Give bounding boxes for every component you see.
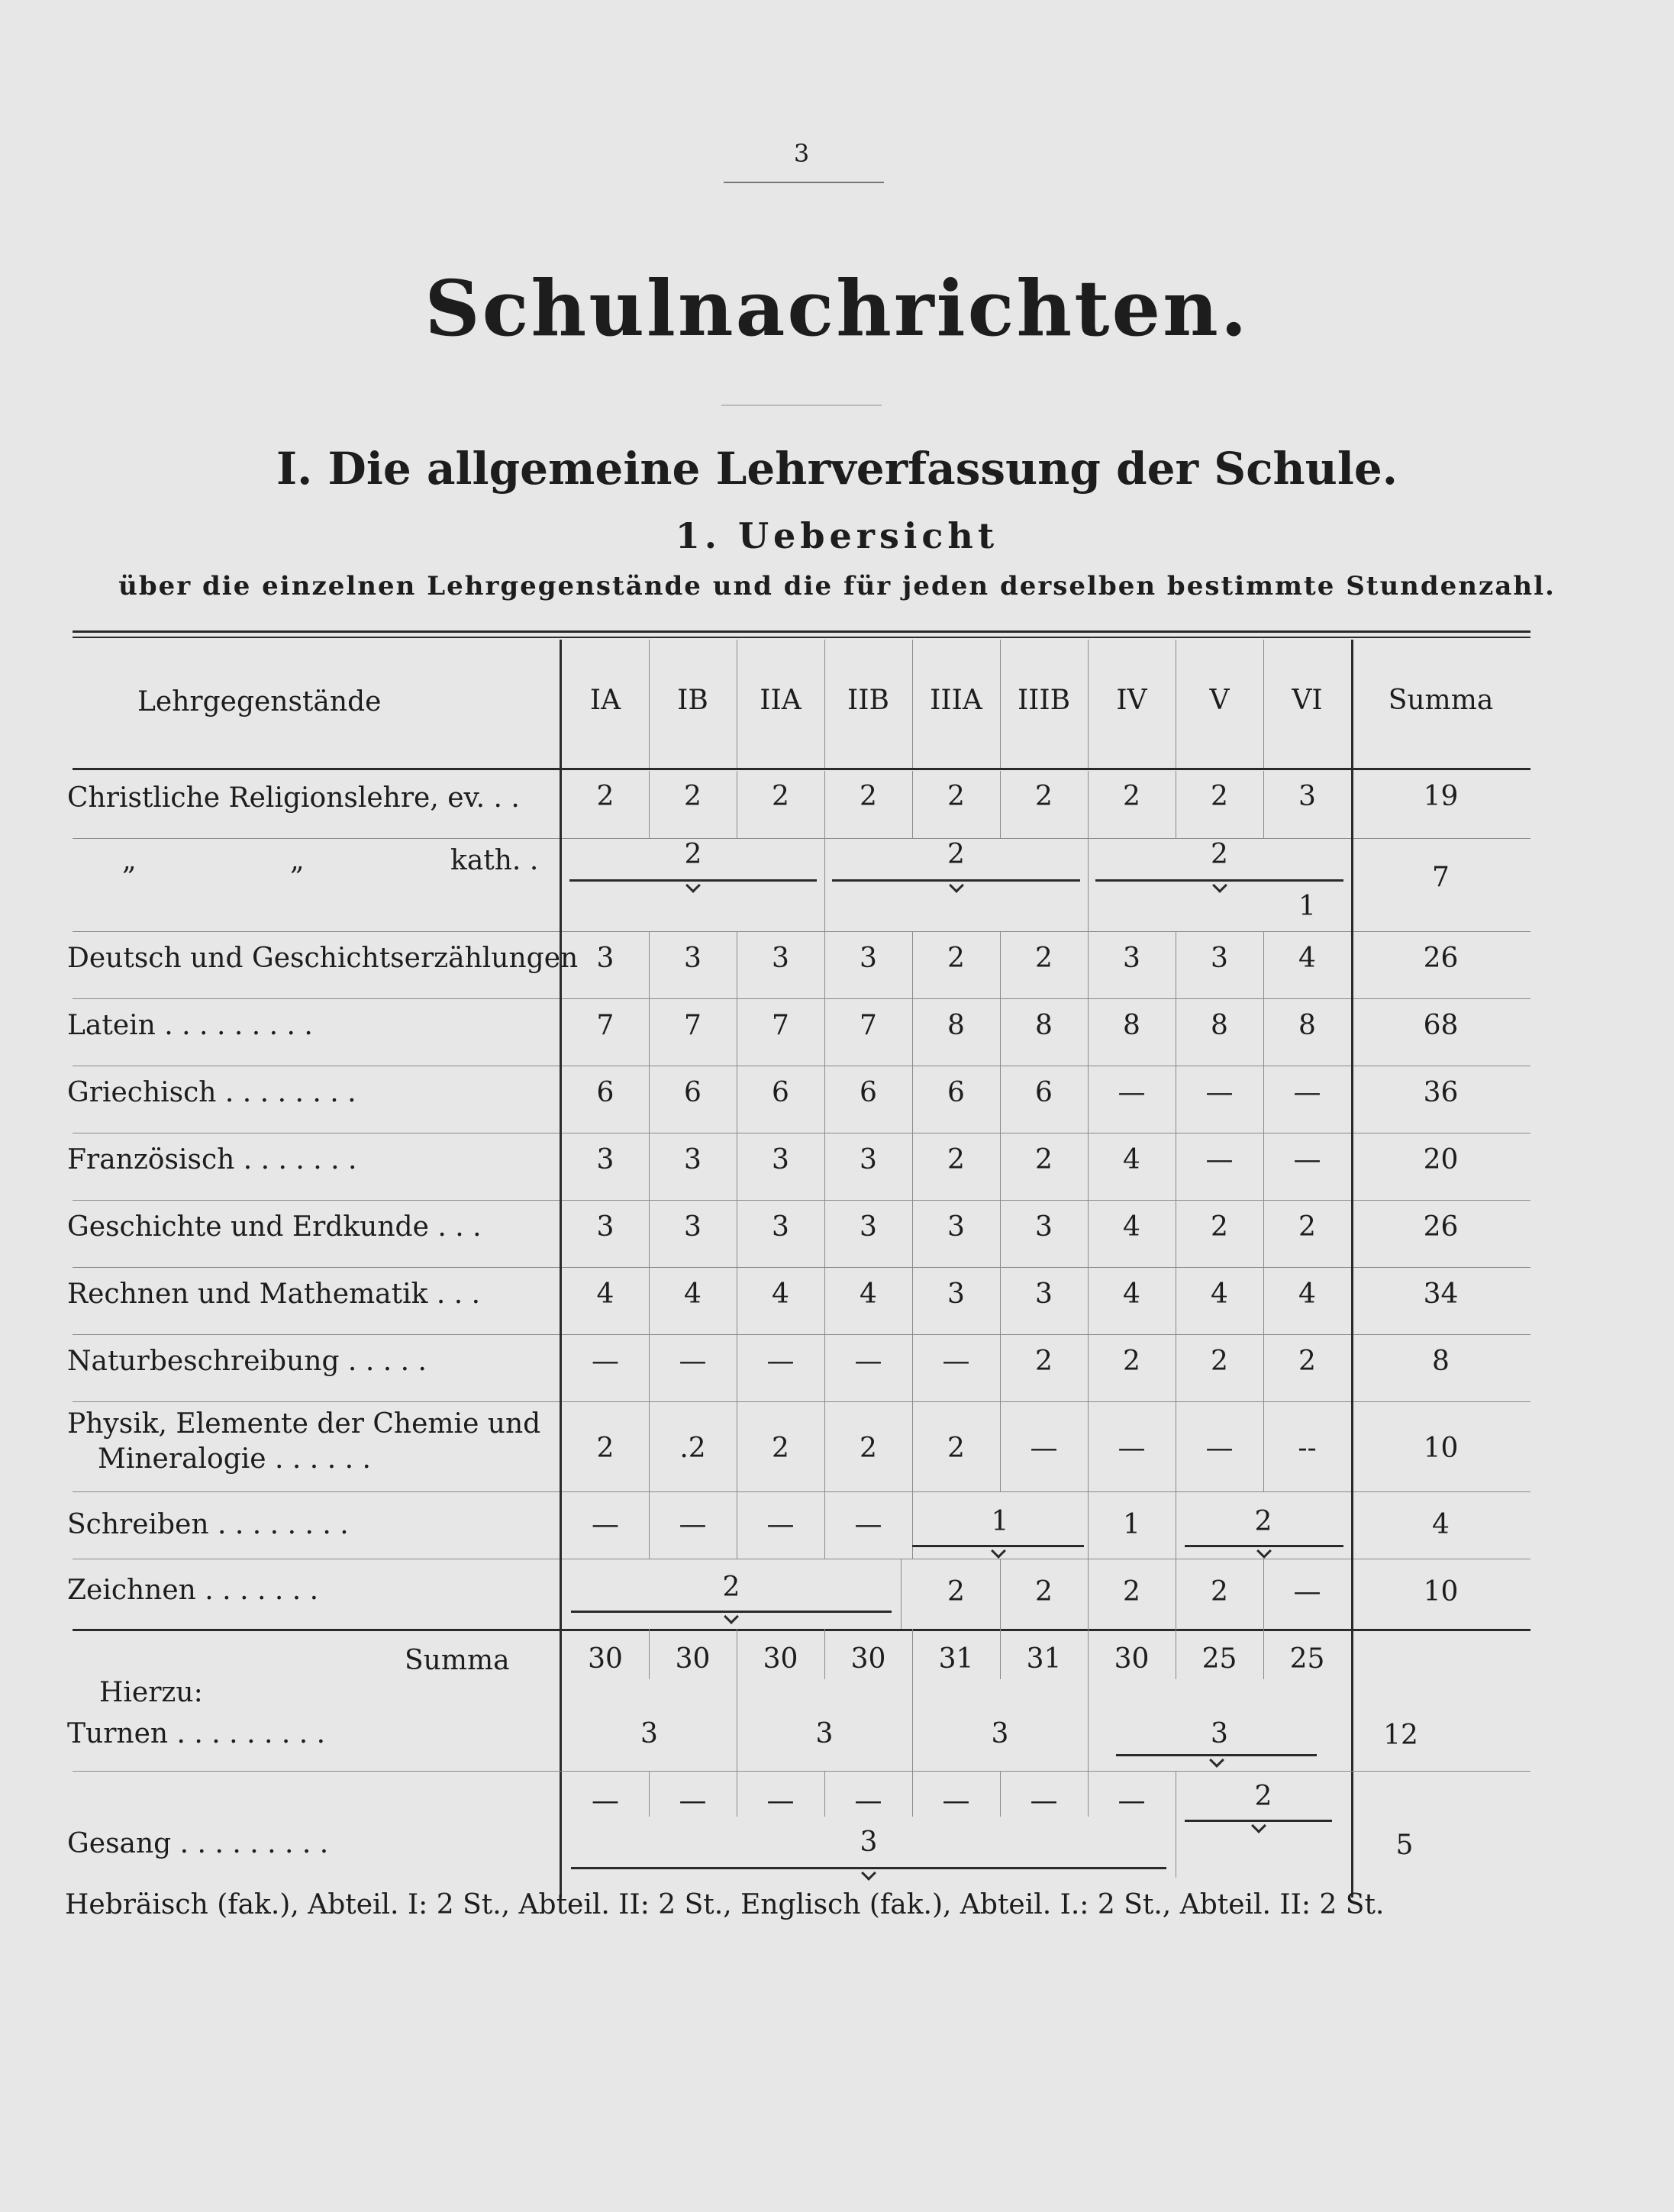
header-class-rule bbox=[649, 640, 650, 768]
class-rule bbox=[1088, 838, 1089, 931]
value-cell: 2 bbox=[947, 943, 965, 974]
value-cell: 3 bbox=[772, 1211, 789, 1243]
row-label: Deutsch und Geschichtserzählungen bbox=[67, 943, 579, 974]
subsection-description: über die einzelnen Lehrgegenstände und die für jeden derselben bestimmte Stundenzahl. bbox=[118, 571, 1556, 601]
summa-top-rule bbox=[73, 1629, 1530, 1631]
class-rule bbox=[649, 1771, 650, 1817]
group-brace bbox=[569, 879, 817, 892]
value-cell: 3 bbox=[772, 1144, 789, 1175]
value-cell: 3 bbox=[860, 1211, 877, 1243]
table-top-rule-2 bbox=[73, 637, 1530, 638]
header-class-5: IIIB bbox=[1017, 685, 1071, 716]
value-cell: 2 bbox=[947, 781, 965, 812]
value-cell: 8 bbox=[1298, 1010, 1316, 1041]
header-total: Summa bbox=[1388, 685, 1494, 716]
group-brace bbox=[571, 1611, 892, 1623]
header-class-rule bbox=[1263, 640, 1264, 768]
value-cell: 4 bbox=[1123, 1211, 1140, 1243]
value-cell: — bbox=[942, 1785, 970, 1817]
value-cell: 2 bbox=[1035, 1144, 1053, 1175]
value-cell: — bbox=[854, 1785, 882, 1817]
header-class-1: IB bbox=[677, 685, 708, 716]
value-cell: 3 bbox=[947, 1211, 965, 1243]
value-cell: 6 bbox=[947, 1077, 965, 1108]
header-class-8: VI bbox=[1292, 685, 1323, 716]
value-cell: 2 bbox=[1035, 1576, 1053, 1607]
value-cell: 3 bbox=[1123, 943, 1140, 974]
value-cell: 8 bbox=[1035, 1010, 1053, 1041]
value-cell: 8 bbox=[1123, 1010, 1140, 1041]
total-cell: 68 bbox=[1423, 1010, 1459, 1041]
page-title: Schulnachrichten. bbox=[424, 263, 1250, 353]
value-cell: 2 bbox=[684, 781, 702, 812]
header-class-0: IA bbox=[589, 685, 621, 716]
group-value: 2 bbox=[947, 839, 965, 870]
value-cell: — bbox=[1205, 1144, 1234, 1175]
subsection-title: 1. Uebersicht bbox=[675, 515, 999, 556]
value-cell: 2 bbox=[1211, 1346, 1228, 1377]
value-cell: 6 bbox=[860, 1077, 877, 1108]
class-rule bbox=[901, 1559, 902, 1629]
class-rule bbox=[649, 1629, 650, 1679]
total-cell: 12 bbox=[1383, 1720, 1418, 1751]
value-cell: 3 bbox=[860, 1144, 877, 1175]
row-label: Französisch . . . . . . . bbox=[67, 1144, 357, 1175]
total-cell: 19 bbox=[1423, 781, 1459, 812]
group-brace bbox=[832, 879, 1080, 892]
value-cell: 3 bbox=[684, 1211, 702, 1243]
row-label: Physik, Elemente der Chemie und bbox=[67, 1408, 541, 1440]
group-value: 2 bbox=[1211, 839, 1228, 870]
value-cell: 3 bbox=[1211, 943, 1228, 974]
class-rule bbox=[1088, 1629, 1089, 1679]
value-cell: 2 bbox=[1298, 1346, 1316, 1377]
value-cell: 2 bbox=[596, 1433, 614, 1464]
value-cell: — bbox=[766, 1785, 795, 1817]
total-cell: 26 bbox=[1423, 943, 1459, 974]
value-cell: — bbox=[592, 1785, 619, 1817]
value-cell: 8 bbox=[1211, 1010, 1228, 1041]
value-cell: — bbox=[592, 1346, 619, 1377]
value-cell: — bbox=[1030, 1433, 1058, 1464]
value-cell: 2 bbox=[947, 1144, 965, 1175]
class-rule bbox=[824, 1629, 825, 1679]
value-cell: 7 bbox=[684, 1010, 702, 1041]
value-cell: 2 bbox=[1123, 781, 1140, 812]
total-cell: 5 bbox=[1395, 1830, 1414, 1861]
summa-value: 30 bbox=[1114, 1643, 1150, 1675]
value-cell: — bbox=[1118, 1077, 1146, 1108]
header-bottom-rule bbox=[73, 768, 1530, 770]
value-cell: 2 bbox=[1035, 1346, 1053, 1377]
value-cell: 3 bbox=[596, 1211, 614, 1243]
value-cell: — bbox=[1118, 1433, 1146, 1464]
header-class-rule bbox=[912, 640, 913, 768]
group-brace bbox=[571, 1867, 1166, 1879]
value-cell: 1 bbox=[1298, 891, 1316, 922]
value-cell: — bbox=[679, 1509, 707, 1540]
value-cell: — bbox=[1293, 1576, 1321, 1607]
value-cell: — bbox=[766, 1509, 795, 1540]
row-label: Naturbeschreibung . . . . . bbox=[67, 1346, 427, 1377]
value-cell: — bbox=[592, 1509, 619, 1540]
row-rule bbox=[73, 1401, 1530, 1402]
value-cell: .2 bbox=[679, 1433, 706, 1464]
value-cell: — bbox=[1205, 1433, 1234, 1464]
row-label: Griechisch . . . . . . . . bbox=[67, 1077, 356, 1108]
value-cell: — bbox=[766, 1346, 795, 1377]
group-brace bbox=[1116, 1754, 1317, 1766]
value-cell: 2 bbox=[1123, 1346, 1140, 1377]
value-cell: 7 bbox=[860, 1010, 877, 1041]
value-cell: — bbox=[1118, 1785, 1146, 1817]
row-label: Turnen . . . . . . . . . bbox=[67, 1718, 326, 1749]
header-class-3: IIB bbox=[847, 685, 889, 716]
value-cell: 2 bbox=[596, 781, 614, 812]
value-cell: 2 bbox=[772, 781, 789, 812]
summa-value: 31 bbox=[938, 1643, 974, 1675]
header-subject: Lehrgegenstände bbox=[137, 686, 382, 717]
row-label: Christliche Religionslehre, ev. . . bbox=[67, 782, 520, 814]
group-value: 3 bbox=[815, 1718, 834, 1749]
value-cell: — bbox=[1030, 1785, 1058, 1817]
total-cell: 8 bbox=[1432, 1346, 1450, 1377]
row-rule bbox=[73, 1200, 1530, 1201]
class-rule bbox=[824, 838, 825, 931]
value-cell: 2 bbox=[947, 1433, 965, 1464]
value-cell: 4 bbox=[596, 1279, 614, 1310]
total-cell: 7 bbox=[1432, 862, 1450, 893]
value-cell: — bbox=[942, 1346, 970, 1377]
value-cell: 4 bbox=[1123, 1144, 1140, 1175]
value-cell: -- bbox=[1298, 1433, 1317, 1464]
group-brace bbox=[1095, 879, 1343, 892]
total-cell: 10 bbox=[1423, 1433, 1459, 1464]
value-cell: 4 bbox=[1298, 943, 1316, 974]
group-brace bbox=[912, 1545, 1084, 1557]
total-cell: 10 bbox=[1423, 1576, 1459, 1607]
row-rule bbox=[73, 1267, 1530, 1268]
value-cell: — bbox=[1205, 1077, 1234, 1108]
value-cell: 6 bbox=[772, 1077, 789, 1108]
value-cell: 3 bbox=[684, 943, 702, 974]
row-rule bbox=[73, 1334, 1530, 1335]
value-cell: 2 bbox=[1211, 781, 1228, 812]
class-rule bbox=[824, 1771, 825, 1817]
class-rule bbox=[824, 1491, 825, 1559]
class-rule bbox=[1000, 1629, 1001, 1679]
value-cell: 4 bbox=[1211, 1279, 1228, 1310]
total-cell: 4 bbox=[1432, 1509, 1450, 1540]
group-value: 3 bbox=[640, 1718, 658, 1749]
class-rule bbox=[1088, 1771, 1089, 1817]
ditto-mark: „ bbox=[122, 845, 137, 876]
row-label: Gesang . . . . . . . . . bbox=[67, 1828, 329, 1859]
row-label: Geschichte und Erdkunde . . . bbox=[67, 1211, 482, 1243]
value-cell: 2 bbox=[1211, 1211, 1228, 1243]
value-cell: — bbox=[854, 1509, 882, 1540]
total-cell: 36 bbox=[1423, 1077, 1459, 1108]
total-cell: 34 bbox=[1423, 1279, 1459, 1310]
value-cell: 3 bbox=[1035, 1211, 1053, 1243]
row-label: Mineralogie . . . . . . bbox=[98, 1443, 371, 1475]
value-cell: 2 bbox=[947, 1576, 965, 1607]
class-rule bbox=[912, 1771, 913, 1817]
total-cell: 20 bbox=[1423, 1144, 1459, 1175]
value-cell: — bbox=[854, 1346, 882, 1377]
summa-value: 31 bbox=[1026, 1643, 1062, 1675]
value-cell: 3 bbox=[860, 943, 877, 974]
row-label: kath. . bbox=[450, 845, 539, 876]
header-class-7: V bbox=[1209, 685, 1230, 716]
group-value: 3 bbox=[860, 1827, 878, 1858]
class-rule bbox=[1263, 1629, 1264, 1679]
value-cell: 3 bbox=[1035, 1279, 1053, 1310]
row-rule bbox=[73, 838, 1530, 839]
group-value: 2 bbox=[684, 839, 702, 870]
class-rule bbox=[912, 1629, 913, 1679]
ditto-mark: „ bbox=[290, 845, 305, 876]
page-number-rule bbox=[724, 182, 884, 183]
summa-value: 30 bbox=[588, 1643, 623, 1675]
value-cell: 3 bbox=[596, 943, 614, 974]
group-value: 3 bbox=[1211, 1718, 1228, 1749]
row-rule bbox=[73, 998, 1530, 999]
value-cell: 4 bbox=[1123, 1279, 1140, 1310]
row-label: Zeichnen . . . . . . . bbox=[67, 1575, 319, 1606]
page-number: 3 bbox=[793, 139, 810, 168]
group-value: 1 bbox=[991, 1506, 1009, 1537]
summa-value: 30 bbox=[675, 1643, 711, 1675]
row-label: Schreiben . . . . . . . . bbox=[67, 1509, 349, 1540]
class-rule bbox=[649, 1491, 650, 1559]
hierzu-label: Hierzu: bbox=[99, 1677, 203, 1708]
value-cell: 6 bbox=[1035, 1077, 1053, 1108]
header-class-rule bbox=[824, 640, 825, 768]
group-value: 2 bbox=[1254, 1781, 1272, 1812]
group-brace bbox=[1185, 1545, 1343, 1557]
value-cell: 2 bbox=[1035, 781, 1053, 812]
table-top-rule bbox=[73, 630, 1530, 633]
value-cell: 2 bbox=[1298, 1211, 1316, 1243]
value-cell: 6 bbox=[596, 1077, 614, 1108]
value-cell: 3 bbox=[684, 1144, 702, 1175]
value-cell: 3 bbox=[596, 1144, 614, 1175]
summa-label: Summa bbox=[405, 1645, 510, 1676]
value-cell: 2 bbox=[860, 1433, 877, 1464]
value-cell: 3 bbox=[772, 943, 789, 974]
value-cell: — bbox=[679, 1785, 707, 1817]
header-class-2: IIA bbox=[760, 685, 802, 716]
value-cell: 7 bbox=[596, 1010, 614, 1041]
row-label: Rechnen und Mathematik . . . bbox=[67, 1279, 481, 1310]
row-rule bbox=[73, 931, 1530, 932]
group-value: 3 bbox=[991, 1718, 1009, 1749]
value-cell: 2 bbox=[1035, 943, 1053, 974]
value-cell: 3 bbox=[1298, 781, 1316, 812]
total-cell: 26 bbox=[1423, 1211, 1459, 1243]
title-rule bbox=[721, 405, 882, 406]
row-rule bbox=[73, 1771, 1530, 1772]
class-rule bbox=[1000, 1771, 1001, 1817]
summa-value: 25 bbox=[1289, 1643, 1325, 1675]
value-cell: 4 bbox=[772, 1279, 789, 1310]
value-cell: 7 bbox=[772, 1010, 789, 1041]
header-class-rule bbox=[1088, 640, 1089, 768]
value-cell: 2 bbox=[1211, 1576, 1228, 1607]
row-label: Latein . . . . . . . . . bbox=[67, 1010, 313, 1041]
value-cell: 2 bbox=[860, 781, 877, 812]
summa-value: 30 bbox=[763, 1643, 798, 1675]
header-class-rule bbox=[1000, 640, 1001, 768]
value-cell: 8 bbox=[947, 1010, 965, 1041]
group-value: 2 bbox=[1254, 1506, 1272, 1537]
value-cell: 4 bbox=[1298, 1279, 1316, 1310]
value-cell: 4 bbox=[684, 1279, 702, 1310]
value-cell: 1 bbox=[1123, 1509, 1140, 1540]
value-cell: 3 bbox=[947, 1279, 965, 1310]
footer-note: Hebräisch (fak.), Abteil. I: 2 St., Abteil. II: 2 St., Englisch (fak.), Abteil. I.: 2 St., Abteil. II: 2 St. bbox=[65, 1889, 1385, 1920]
value-cell: 4 bbox=[860, 1279, 877, 1310]
value-cell: 2 bbox=[1123, 1576, 1140, 1607]
value-cell: — bbox=[1293, 1077, 1321, 1108]
section-title: I. Die allgemeine Lehrverfassung der Schule. bbox=[276, 443, 1398, 495]
row-rule bbox=[73, 1491, 1530, 1492]
value-cell: 6 bbox=[684, 1077, 702, 1108]
group-brace bbox=[1185, 1820, 1332, 1832]
header-class-4: IIIA bbox=[930, 685, 982, 716]
value-cell: — bbox=[679, 1346, 707, 1377]
value-cell: 2 bbox=[772, 1433, 789, 1464]
header-class-6: IV bbox=[1116, 685, 1147, 716]
summa-value: 30 bbox=[850, 1643, 886, 1675]
value-cell: — bbox=[1293, 1144, 1321, 1175]
group-value: 2 bbox=[722, 1572, 740, 1603]
summa-value: 25 bbox=[1201, 1643, 1237, 1675]
